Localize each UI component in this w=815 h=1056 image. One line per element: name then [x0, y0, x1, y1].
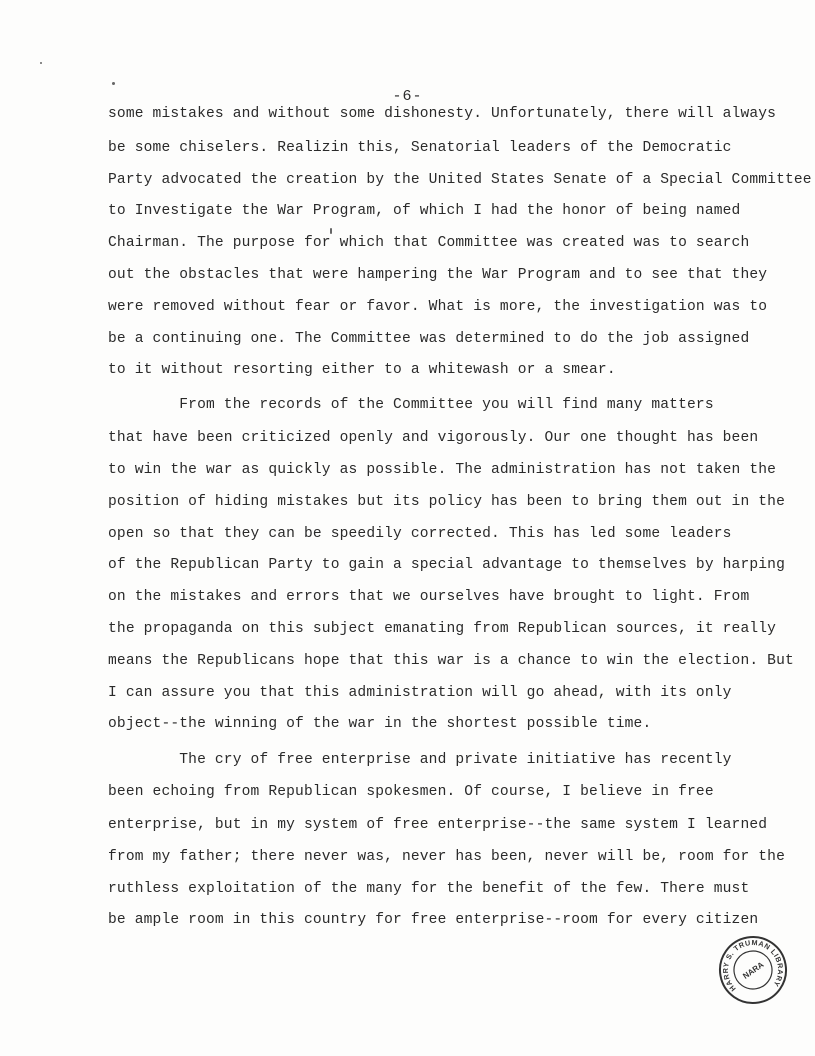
- scan-speck: [112, 82, 115, 85]
- text-line: to Investigate the War Program, of which I had the honor of being named: [108, 203, 741, 219]
- text-line: to win the war as quickly as possible. The administration has not taken the: [108, 462, 777, 478]
- text-line: been echoing from Republican spokesmen. Of course, I believe in free: [108, 784, 714, 800]
- text-line: open so that they can be speedily corrected. This has led some leaders: [108, 526, 732, 542]
- text-line: be some chiselers. Realizin this, Senatorial leaders of the Democratic: [108, 140, 732, 156]
- library-stamp: [718, 935, 788, 1005]
- text-line: object--the winning of the war in the shortest possible time.: [108, 716, 652, 732]
- text-line: be ample room in this country for free enterprise--room for every citizen: [108, 912, 759, 928]
- text-line: some mistakes and without some dishonesty. Unfortunately, there will always: [108, 106, 777, 122]
- text-line: on the mistakes and errors that we ourselves have brought to light. From: [108, 589, 750, 605]
- text-line: I can assure you that this administration will go ahead, with its only: [108, 685, 732, 701]
- text-line: be a continuing one. The Committee was determined to do the job assigned: [108, 331, 750, 347]
- text-line: Chairman. The purpose for which that Committee was created was to search: [108, 235, 750, 251]
- stamp-center-text: NARA: [741, 960, 766, 981]
- text-line: that have been criticized openly and vigorously. Our one thought has been: [108, 430, 759, 446]
- text-line: were removed without fear or favor. What is more, the investigation was to: [108, 299, 768, 315]
- text-line: enterprise, but in my system of free enterprise--the same system I learned: [108, 817, 768, 833]
- library-stamp-seal: [718, 935, 788, 1005]
- scan-speck: [330, 228, 332, 234]
- text-line: Party advocated the creation by the United States Senate of a Special Committee: [108, 172, 812, 188]
- text-line: The cry of free enterprise and private initiative has recently: [108, 752, 732, 768]
- stamp-arc-text: HARRY S. TRUMAN LIBRARY: [720, 937, 786, 994]
- text-line: ruthless exploitation of the many for the benefit of the few. There must: [108, 881, 750, 897]
- text-line: the propaganda on this subject emanating from Republican sources, it really: [108, 621, 777, 637]
- text-line: from my father; there never was, never has been, never will be, room for the: [108, 849, 785, 865]
- text-line: out the obstacles that were hampering the War Program and to see that they: [108, 267, 768, 283]
- text-line: From the records of the Committee you will find many matters: [108, 397, 714, 413]
- page-number: -6-: [392, 88, 423, 105]
- text-line: means the Republicans hope that this war is a chance to win the election. But: [108, 653, 794, 669]
- text-line: to it without resorting either to a whitewash or a smear.: [108, 362, 616, 378]
- text-line: position of hiding mistakes but its policy has been to bring them out in the: [108, 494, 785, 510]
- scan-speck: [40, 62, 42, 64]
- text-line: of the Republican Party to gain a special advantage to themselves by harping: [108, 557, 785, 573]
